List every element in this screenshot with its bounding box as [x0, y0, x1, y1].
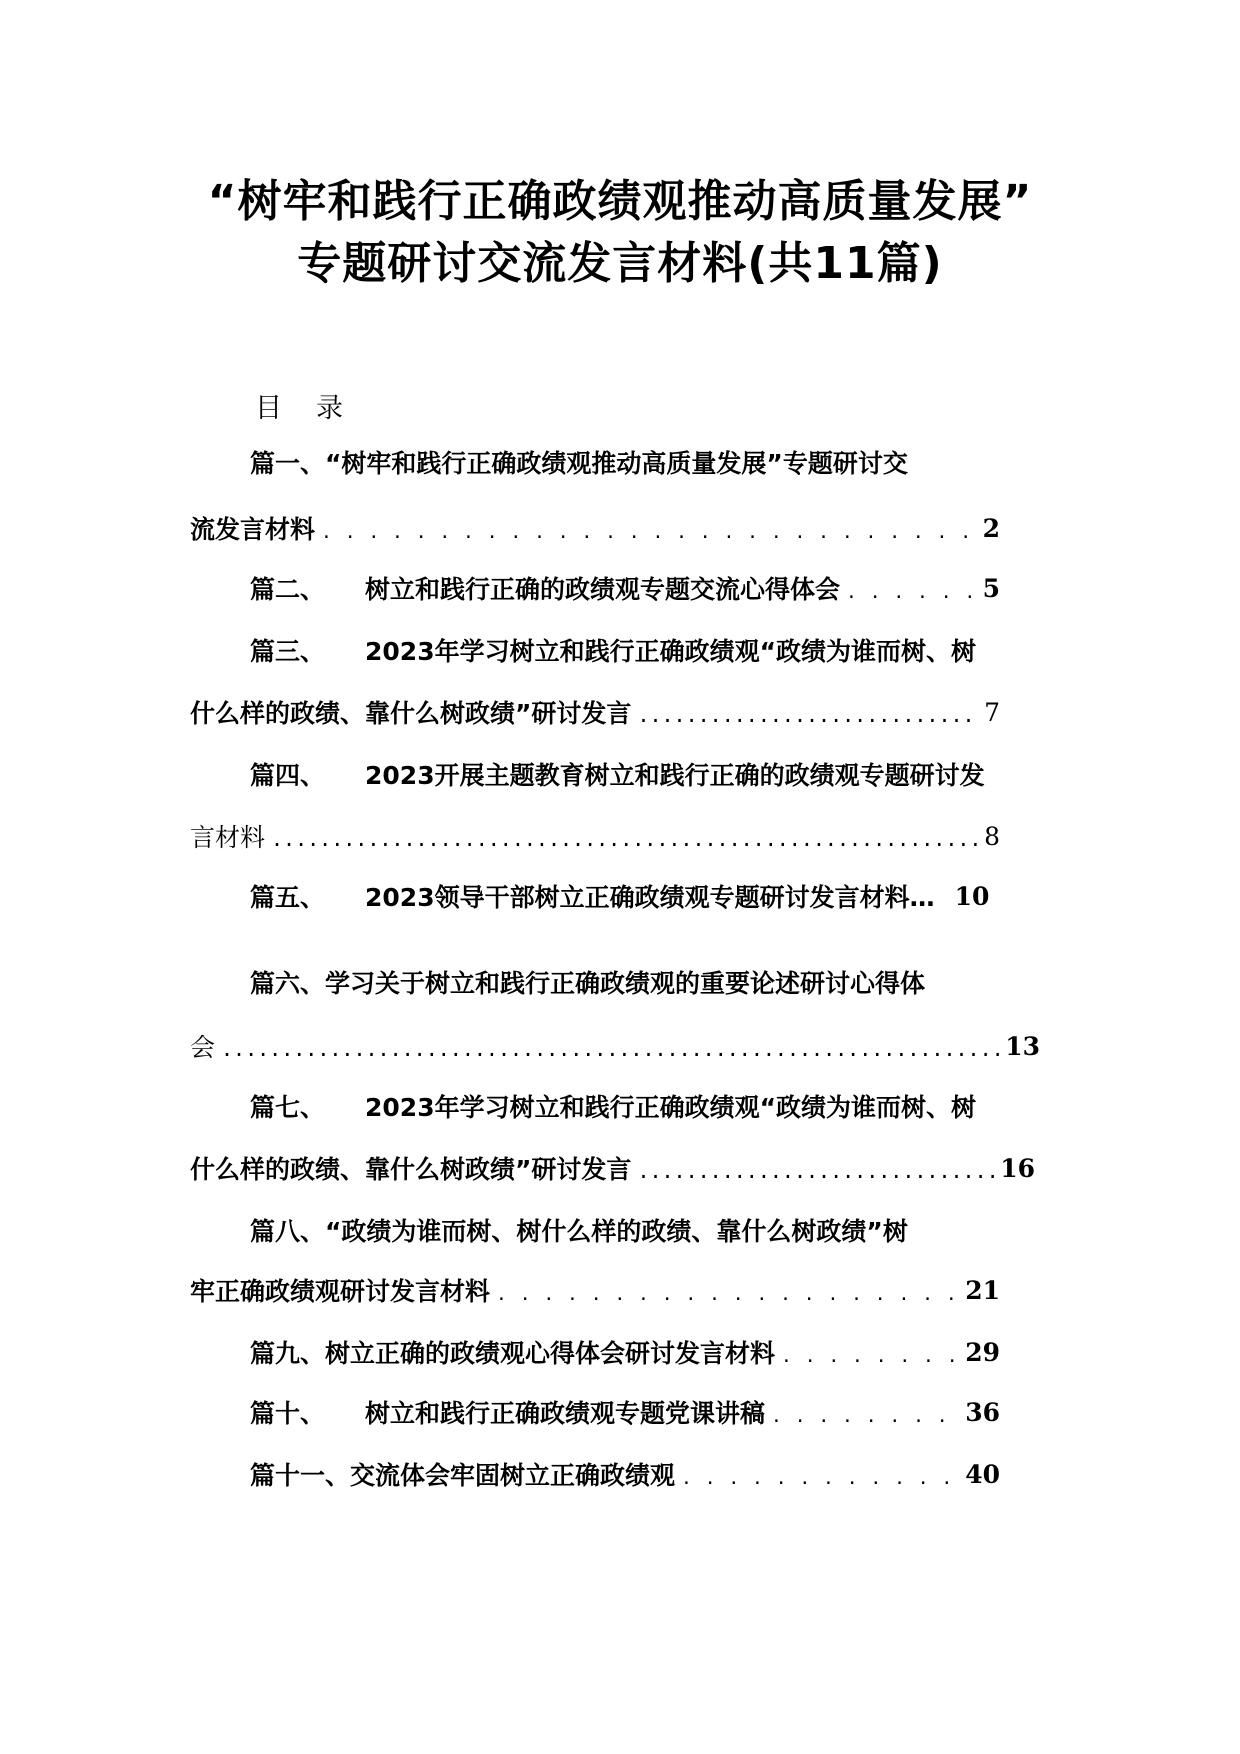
toc-page-number: 7: [984, 697, 1000, 727]
toc-page-number: 21: [965, 1275, 1000, 1305]
toc-page-number: 16: [1000, 1153, 1035, 1183]
toc-entry-5[interactable]: [0, 876, 1240, 916]
toc-entry-text: 树立和践行正确的政绩观专题交流心得体会: [365, 575, 841, 604]
dot-leader: [321, 513, 977, 543]
toc-entry-3-cont[interactable]: [0, 692, 1240, 732]
toc-entry-text: 2023年学习树立和践行正确政绩观“政绩为谁而树、树: [365, 637, 977, 666]
toc-entry-text: 牢正确政绩观研讨发言材料: [190, 1277, 491, 1306]
dot-leader: [846, 573, 977, 603]
toc-entry-10[interactable]: [0, 1392, 1240, 1432]
toc-entry-4[interactable]: [0, 754, 1240, 794]
toc-entry-9[interactable]: [0, 1332, 1240, 1372]
toc-entry-text: 会: [190, 1033, 216, 1062]
toc-entry-text: 篇十一、交流体会牢固树立正确政绩观: [250, 1461, 676, 1490]
toc-entry-text: 树立和践行正确政绩观专题党课讲稿: [365, 1399, 766, 1428]
document-title-line-1: “树牢和践行正确政绩观推动高质量发展”: [207, 176, 1033, 227]
toc-entry-4-cont[interactable]: [0, 816, 1240, 856]
toc-page-number: 13: [1005, 1031, 1040, 1061]
toc-page-number: 10: [954, 881, 990, 911]
toc-entry-text: 什么样的政绩、靠什么树政绩”研讨发言: [190, 699, 632, 728]
toc-entry-text: 2023年学习树立和践行正确政绩观“政绩为谁而树、树: [365, 1093, 977, 1122]
toc-entry-label: 篇一、“树牢和践行正确政绩观推动高质量发展”专题研讨交: [250, 449, 908, 478]
document-title-line-2: 专题研讨交流发言材料(共11篇): [297, 238, 943, 289]
toc-page-number: 40: [965, 1459, 1000, 1489]
toc-entry-label: 篇五、: [250, 883, 326, 912]
toc-entry-label: 篇四、: [250, 761, 326, 790]
toc-entry-label: 篇六、学习关于树立和践行正确政绩观的重要论述研讨心得体: [250, 969, 926, 998]
toc-entry-11[interactable]: [0, 1454, 1240, 1494]
toc-page-number: 36: [965, 1397, 1000, 1427]
toc-page-number: 2: [982, 513, 1000, 543]
toc-entry-label: 篇七、: [250, 1093, 326, 1122]
dot-leader: [771, 1397, 959, 1427]
toc-entry-8-cont[interactable]: [0, 1270, 1240, 1310]
dot-leader: [221, 1031, 999, 1061]
dot-leader: [637, 697, 978, 727]
toc-page-number: 29: [965, 1337, 1000, 1367]
toc-entry-label: 篇八、“政绩为谁而树、树什么样的政绩、靠什么树政绩”树: [250, 1217, 908, 1246]
toc-page-number: 8: [984, 821, 1000, 851]
toc-entry-text: 言材料: [190, 823, 266, 852]
toc-entry-text: 2023领导干部树立正确政绩观专题研讨发言材料…: [365, 883, 935, 912]
toc-entry-label: 篇十、: [250, 1399, 326, 1428]
toc-entry-label: 篇二、: [250, 575, 326, 604]
toc-entry-text: 什么样的政绩、靠什么树政绩”研讨发言: [190, 1155, 632, 1184]
toc-page-number: 5: [982, 573, 1000, 603]
toc-entry-1-cont[interactable]: [0, 508, 1240, 548]
dot-leader: [271, 821, 978, 851]
dot-leader: [637, 1153, 994, 1183]
toc-entry-6[interactable]: [0, 962, 1240, 1002]
toc-entry-7[interactable]: [0, 1086, 1240, 1126]
dot-leader: [496, 1275, 959, 1305]
toc-entry-1[interactable]: [0, 442, 1240, 482]
toc-heading-char-2: 录: [316, 393, 343, 424]
toc-entry-3[interactable]: [0, 630, 1240, 670]
dot-leader: [781, 1337, 959, 1367]
toc-heading-char-1: 目: [255, 393, 282, 424]
toc-entry-7-cont[interactable]: [0, 1148, 1240, 1188]
toc-entry-text: 流发言材料: [190, 515, 316, 544]
toc-entry-2[interactable]: [0, 568, 1240, 608]
toc-entry-label: 篇三、: [250, 637, 326, 666]
toc-heading: [255, 386, 343, 425]
dot-leader: [681, 1459, 959, 1489]
toc-entry-6-cont[interactable]: [0, 1026, 1240, 1066]
toc-entry-8[interactable]: [0, 1210, 1240, 1250]
toc-entry-text: 篇九、树立正确的政绩观心得体会研讨发言材料: [250, 1339, 776, 1368]
toc-entry-text: 2023开展主题教育树立和践行正确的政绩观专题研讨发: [365, 761, 985, 790]
